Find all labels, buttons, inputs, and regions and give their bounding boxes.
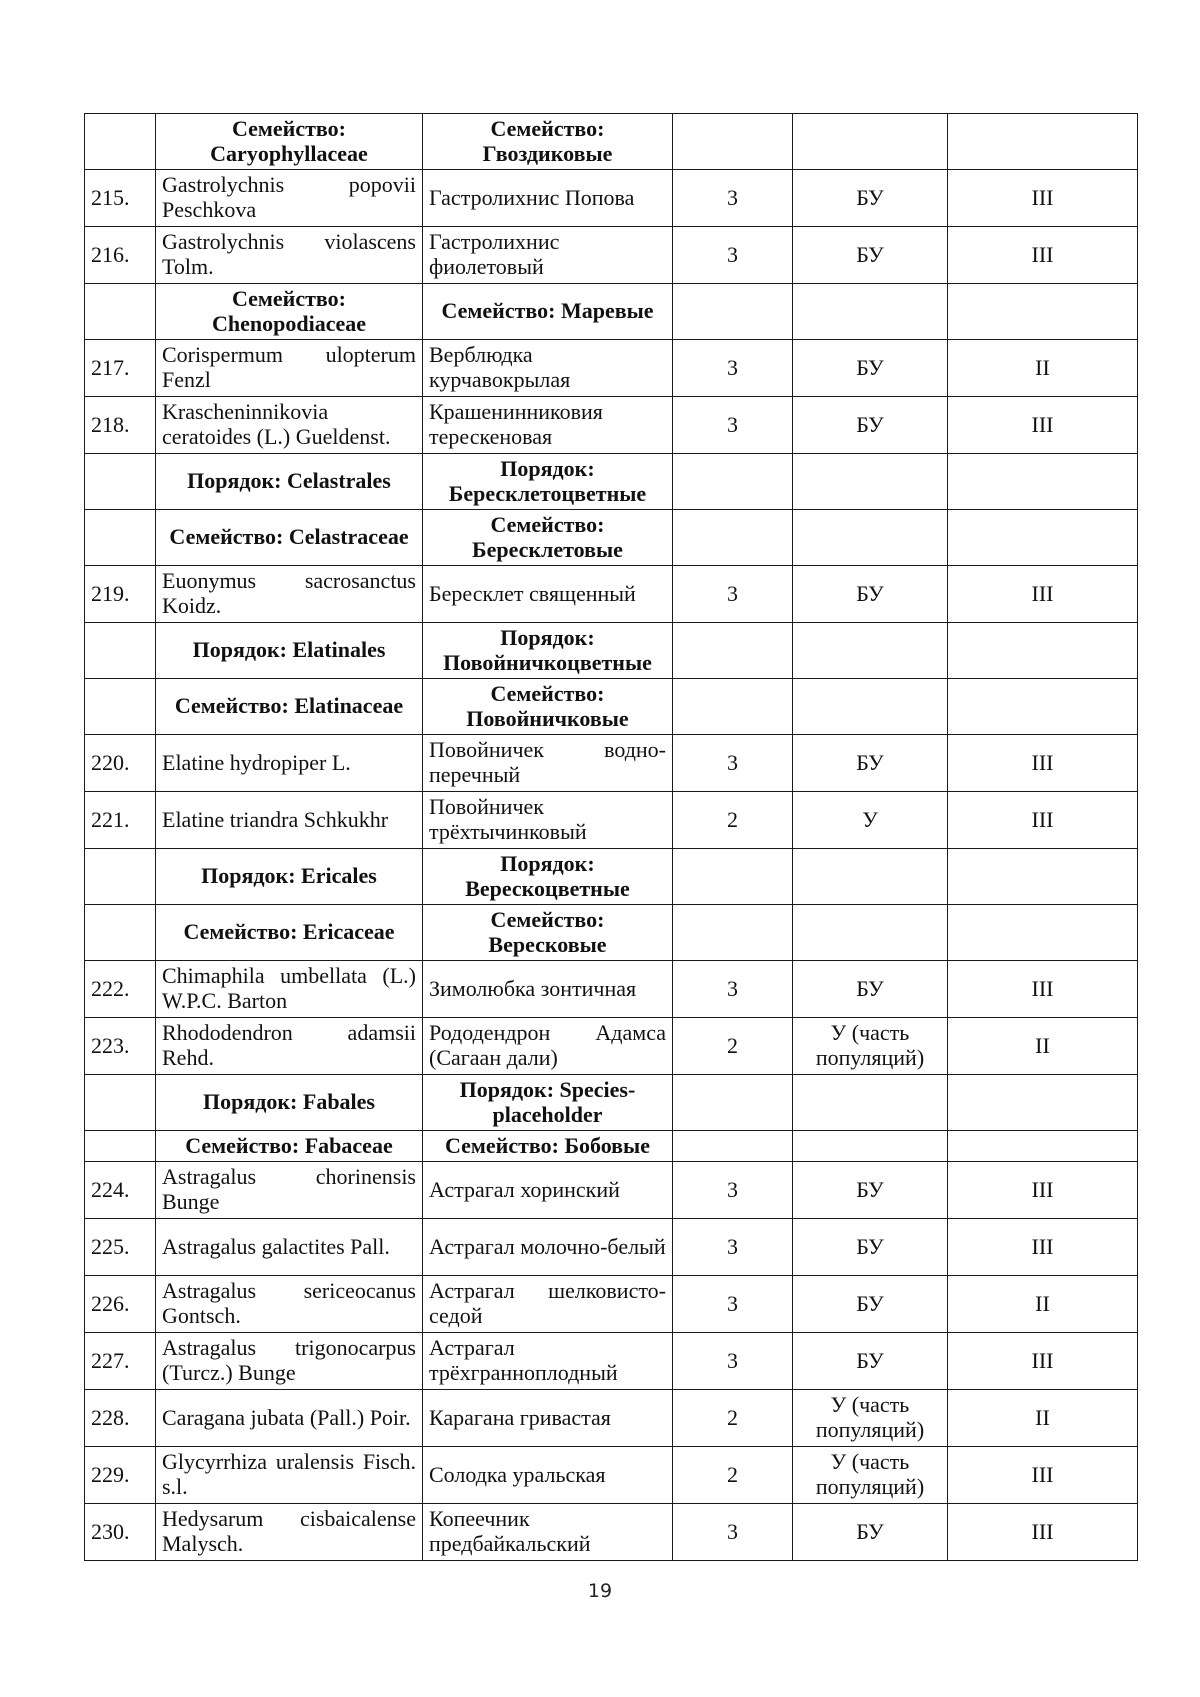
row-number-cell: 230. (85, 1504, 156, 1561)
row-number-cell (85, 679, 156, 735)
table-body (85, 114, 1138, 1561)
taxon-header-row (85, 849, 1138, 905)
status-cell: БУ (793, 227, 948, 284)
latin-name-cell: Gastrolychnis violascens Tolm. (156, 227, 423, 284)
table-row (85, 1504, 1138, 1561)
latin-name-cell: Elatine triandra Schkukhr (156, 792, 423, 849)
priority-cell: III (948, 1162, 1138, 1219)
table-row (85, 1162, 1138, 1219)
status-cell: БУ (793, 961, 948, 1018)
category-cell (673, 905, 793, 961)
russian-name-cell: Крашенинниковия терескеновая (423, 397, 673, 454)
row-number-cell: 229. (85, 1447, 156, 1504)
category-cell: 2 (673, 1390, 793, 1447)
status-cell: БУ (793, 170, 948, 227)
russian-name-cell: Карагана гривастая (423, 1390, 673, 1447)
russian-name-cell: Семейство: Бересклетовые (423, 510, 673, 566)
status-cell (793, 114, 948, 170)
status-cell (793, 1075, 948, 1131)
row-number-cell (85, 623, 156, 679)
priority-cell (948, 1131, 1138, 1162)
priority-cell: III (948, 397, 1138, 454)
row-number-cell: 220. (85, 735, 156, 792)
taxon-header-row (85, 1075, 1138, 1131)
russian-name-cell: Семейство: Гвоздиковые (423, 114, 673, 170)
category-cell: 3 (673, 340, 793, 397)
priority-cell (948, 284, 1138, 340)
latin-name-cell: Euonymus sacrosanctus Koidz. (156, 566, 423, 623)
row-number-cell: 221. (85, 792, 156, 849)
table-row (85, 792, 1138, 849)
latin-name-cell: Порядок: Elatinales (156, 623, 423, 679)
taxon-header-row (85, 623, 1138, 679)
category-cell: 3 (673, 566, 793, 623)
russian-name-cell: Астрагал трёхгранноплодный (423, 1333, 673, 1390)
russian-name-cell: Семейство: Вересковые (423, 905, 673, 961)
latin-name-cell: Elatine hydropiper L. (156, 735, 423, 792)
taxon-header-row (85, 679, 1138, 735)
status-cell (793, 1131, 948, 1162)
priority-cell: III (948, 735, 1138, 792)
status-cell: У (часть популяций) (793, 1018, 948, 1075)
taxon-header-row (85, 454, 1138, 510)
row-number-cell: 217. (85, 340, 156, 397)
russian-name-cell: Астрагал хоринский (423, 1162, 673, 1219)
status-cell: БУ (793, 1162, 948, 1219)
status-cell (793, 623, 948, 679)
latin-name-cell: Gastrolychnis popovii Peschkova (156, 170, 423, 227)
category-cell (673, 114, 793, 170)
latin-name-cell: Astragalus galactites Pall. (156, 1219, 423, 1276)
latin-name-cell: Семейство: Chenopodiaceae (156, 284, 423, 340)
latin-name-cell: Hedysarum cisbaicalense Malysch. (156, 1504, 423, 1561)
table-row (85, 1219, 1138, 1276)
status-cell: БУ (793, 1333, 948, 1390)
category-cell: 3 (673, 397, 793, 454)
priority-cell: III (948, 227, 1138, 284)
table-row (85, 566, 1138, 623)
russian-name-cell: Порядок: Species-placeholder (423, 1075, 673, 1131)
status-cell: БУ (793, 1504, 948, 1561)
row-number-cell: 227. (85, 1333, 156, 1390)
category-cell: 3 (673, 735, 793, 792)
table-row (85, 170, 1138, 227)
category-cell (673, 849, 793, 905)
category-cell (673, 454, 793, 510)
priority-cell: III (948, 1333, 1138, 1390)
priority-cell (948, 905, 1138, 961)
status-cell (793, 849, 948, 905)
priority-cell: III (948, 961, 1138, 1018)
status-cell: БУ (793, 735, 948, 792)
table-row (85, 227, 1138, 284)
row-number-cell: 218. (85, 397, 156, 454)
latin-name-cell: Chimaphila umbellata (L.) W.P.C. Barton (156, 961, 423, 1018)
priority-cell (948, 679, 1138, 735)
priority-cell: III (948, 566, 1138, 623)
category-cell: 3 (673, 1219, 793, 1276)
row-number-cell: 222. (85, 961, 156, 1018)
status-cell (793, 905, 948, 961)
latin-name-cell: Порядок: Celastrales (156, 454, 423, 510)
priority-cell: II (948, 340, 1138, 397)
priority-cell: III (948, 1447, 1138, 1504)
status-cell: БУ (793, 566, 948, 623)
status-cell: БУ (793, 340, 948, 397)
table-row (85, 340, 1138, 397)
status-cell: У (793, 792, 948, 849)
priority-cell (948, 1075, 1138, 1131)
category-cell: 2 (673, 1447, 793, 1504)
latin-name-cell: Порядок: Fabales (156, 1075, 423, 1131)
table-row (85, 397, 1138, 454)
status-cell: БУ (793, 397, 948, 454)
russian-name-cell: Гастролихнис фиолетовый (423, 227, 673, 284)
category-cell (673, 1131, 793, 1162)
russian-name-cell: Рододендрон Адамса (Сагаан дали) (423, 1018, 673, 1075)
priority-cell: III (948, 1504, 1138, 1561)
russian-name-cell: Порядок: Повойничкоцветные (423, 623, 673, 679)
category-cell: 3 (673, 961, 793, 1018)
russian-name-cell: Повойничек водно-перечный (423, 735, 673, 792)
category-cell: 2 (673, 1018, 793, 1075)
row-number-cell: 216. (85, 227, 156, 284)
russian-name-cell: Гастролихнис Попова (423, 170, 673, 227)
russian-name-cell: Зимолюбка зонтичная (423, 961, 673, 1018)
category-cell: 3 (673, 170, 793, 227)
category-cell: 3 (673, 1162, 793, 1219)
russian-name-cell: Копеечник предбайкальский (423, 1504, 673, 1561)
latin-name-cell: Caragana jubata (Pall.) Poir. (156, 1390, 423, 1447)
row-number-cell: 228. (85, 1390, 156, 1447)
taxon-header-row (85, 1131, 1138, 1162)
latin-name-cell: Krascheninnikovia ceratoides (L.) Gueldenst. (156, 397, 423, 454)
row-number-cell (85, 1075, 156, 1131)
latin-name-cell: Порядок: Ericales (156, 849, 423, 905)
priority-cell: II (948, 1276, 1138, 1333)
row-number-cell: 219. (85, 566, 156, 623)
row-number-cell: 215. (85, 170, 156, 227)
taxon-header-row (85, 284, 1138, 340)
priority-cell (948, 454, 1138, 510)
russian-name-cell: Астрагал шелковисто-седой (423, 1276, 673, 1333)
table-row (85, 1447, 1138, 1504)
russian-name-cell: Семейство: Бобовые (423, 1131, 673, 1162)
status-cell (793, 284, 948, 340)
category-cell: 3 (673, 227, 793, 284)
priority-cell (948, 849, 1138, 905)
species-table (84, 113, 1138, 1561)
russian-name-cell: Семейство: Повойничковые (423, 679, 673, 735)
row-number-cell (85, 849, 156, 905)
category-cell (673, 510, 793, 566)
category-cell: 3 (673, 1504, 793, 1561)
latin-name-cell: Astragalus sericeocanus Gontsch. (156, 1276, 423, 1333)
russian-name-cell: Солодка уральская (423, 1447, 673, 1504)
table-row (85, 735, 1138, 792)
russian-name-cell: Верблюдка курчавокрылая (423, 340, 673, 397)
russian-name-cell: Семейство: Маревые (423, 284, 673, 340)
page-number: 19 (587, 1580, 613, 1602)
latin-name-cell: Corispermum ulopterum Fenzl (156, 340, 423, 397)
category-cell: 3 (673, 1333, 793, 1390)
priority-cell: III (948, 170, 1138, 227)
table-row (85, 1390, 1138, 1447)
latin-name-cell: Семейство: Fabaceae (156, 1131, 423, 1162)
row-number-cell: 223. (85, 1018, 156, 1075)
status-cell: У (часть популяций) (793, 1390, 948, 1447)
priority-cell (948, 114, 1138, 170)
latin-name-cell: Astragalus chorinensis Bunge (156, 1162, 423, 1219)
row-number-cell: 226. (85, 1276, 156, 1333)
russian-name-cell: Порядок: Верескоцветные (423, 849, 673, 905)
latin-name-cell: Семейство: Elatinaceae (156, 679, 423, 735)
category-cell: 2 (673, 792, 793, 849)
status-cell: БУ (793, 1219, 948, 1276)
russian-name-cell: Бересклет священный (423, 566, 673, 623)
russian-name-cell: Повойничек трёхтычинковый (423, 792, 673, 849)
status-cell: БУ (793, 1276, 948, 1333)
latin-name-cell: Семейство: Celastraceae (156, 510, 423, 566)
row-number-cell (85, 510, 156, 566)
priority-cell: II (948, 1018, 1138, 1075)
priority-cell (948, 623, 1138, 679)
row-number-cell (85, 284, 156, 340)
latin-name-cell: Astragalus trigonocarpus (Turcz.) Bunge (156, 1333, 423, 1390)
row-number-cell (85, 905, 156, 961)
status-cell (793, 454, 948, 510)
row-number-cell (85, 114, 156, 170)
table-row (85, 1018, 1138, 1075)
latin-name-cell: Семейство: Ericaceae (156, 905, 423, 961)
latin-name-cell: Семейство: Caryophyllaceae (156, 114, 423, 170)
row-number-cell: 224. (85, 1162, 156, 1219)
table-row (85, 1276, 1138, 1333)
priority-cell: II (948, 1390, 1138, 1447)
category-cell (673, 1075, 793, 1131)
status-cell (793, 510, 948, 566)
category-cell (673, 284, 793, 340)
priority-cell (948, 510, 1138, 566)
row-number-cell: 225. (85, 1219, 156, 1276)
row-number-cell (85, 1131, 156, 1162)
category-cell (673, 623, 793, 679)
russian-name-cell: Порядок: Бересклетоцветные (423, 454, 673, 510)
category-cell (673, 679, 793, 735)
row-number-cell (85, 454, 156, 510)
priority-cell: III (948, 792, 1138, 849)
table-row (85, 1333, 1138, 1390)
taxon-header-row (85, 905, 1138, 961)
latin-name-cell: Glycyrrhiza uralensis Fisch. s.l. (156, 1447, 423, 1504)
table-row (85, 961, 1138, 1018)
taxon-header-row (85, 510, 1138, 566)
category-cell: 3 (673, 1276, 793, 1333)
russian-name-cell: Астрагал молочно-белый (423, 1219, 673, 1276)
latin-name-cell: Rhododendron adamsii Rehd. (156, 1018, 423, 1075)
status-cell: У (часть популяций) (793, 1447, 948, 1504)
priority-cell: III (948, 1219, 1138, 1276)
status-cell (793, 679, 948, 735)
taxon-header-row (85, 114, 1138, 170)
